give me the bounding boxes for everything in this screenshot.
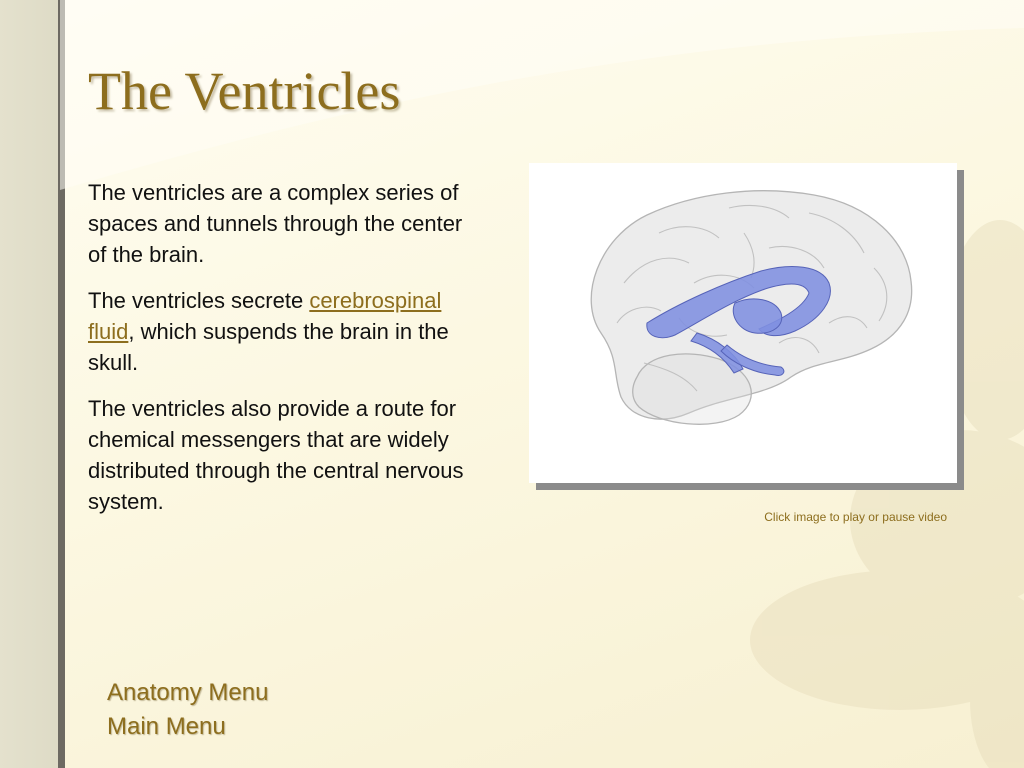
body-text xyxy=(88,177,483,532)
slide-navigation xyxy=(107,676,268,744)
paragraph-chemical-messengers: The ventricles also provide a route for chemical messengers that are widely distributed through the central nervous system. xyxy=(88,396,464,514)
page-title: The Ventricles xyxy=(88,61,401,121)
main-menu-link[interactable]: Main Menu xyxy=(107,713,226,740)
paragraph-csf-lead: The ventricles secrete xyxy=(88,288,310,313)
anatomy-menu-link[interactable]: Anatomy Menu xyxy=(107,679,269,706)
cerebrospinal-fluid-link[interactable]: cerebrospinal fluid xyxy=(88,288,442,344)
paragraph-csf-tail: , which suspends the brain in the skull. xyxy=(88,319,449,375)
brain-video-player[interactable] xyxy=(529,163,957,483)
paragraph-ventricles-description: The ventricles are a complex series of spaces and tunnels through the center of the brain. xyxy=(88,180,463,267)
paragraph-csf xyxy=(88,285,483,378)
brain-ventricles-image xyxy=(529,163,957,483)
video-caption: Click image to play or pause video xyxy=(764,510,947,524)
